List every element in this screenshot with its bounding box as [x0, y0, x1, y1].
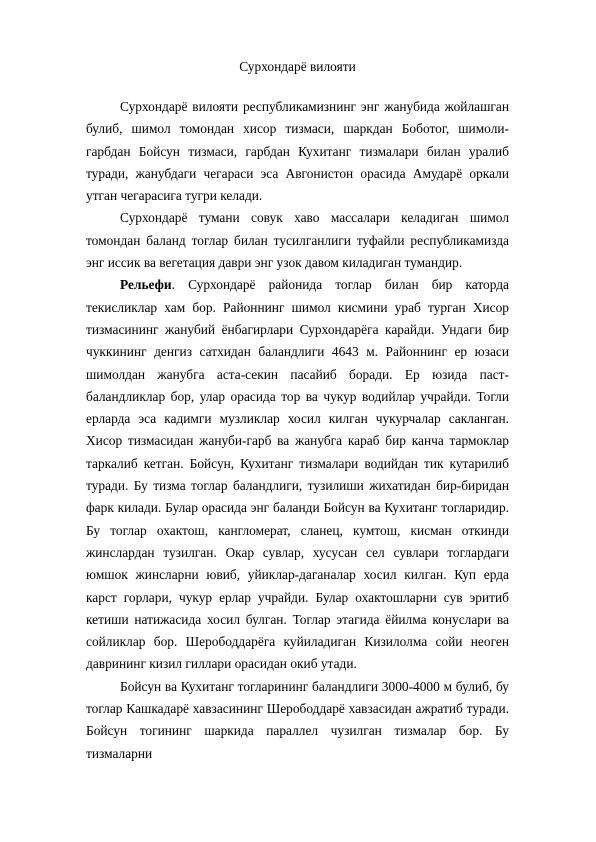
paragraph-text: Бойсун ва Кухитанг тогларининг баландлиги 3000-4000 м булиб, бу тоглар Кашкадарё хавзасининг Шерободдарё хавзасидан ажратиб туради. Бойсун тогининг шаркида параллел чузилган тизмалар бор. Бу тизмаларни [86, 678, 509, 761]
paragraph-mountains [86, 676, 509, 765]
section-heading-relief: Рельефи [120, 277, 172, 293]
paragraph-text: Сурхондарё тумани совук хаво массалари келадиган шимол томондан баланд тоглар билан тусилганлиги туфайли республикамизда энг иссик ва вегетация даври энг узок давом киладиган тумандир. [86, 210, 509, 271]
document-title: Сурхондарё вилояти [239, 59, 356, 74]
paragraph-climate [86, 207, 509, 274]
paragraph-location [86, 96, 509, 207]
paragraph-text: . Сурхондарё районида тоглар билан бир каторда текисликлар хам бор. Районнинг шимол кисмини ураб турган Хисор тизмасининг жанубий ёнбагирлари Сурхондарёга карайди. Ундаги бир чуккининг денгиз сатхидан баландлиги 4643 м. Районнинг ер юзаси шимолдан жанубга аста-секин пасайиб боради. Ер юзида паст-баландликлар бор, улар орасида тор ва чукур водийлар учрайди. Тогли ерларда эса кадимги музликлар хосил килган чукурчалар сакланган. Хисор тизмасидан жануби-гарб ва жанубга караб бир канча тармоклар таркалиб кетган. Бойсун, Кухитанг тизмалари водийдан тик кутарилиб туради. Бу тизма тоглар баландлиги, тузилиши жихатидан бир-биридан фарк килади. Булар орасида энг баланди Бойсун ва Кухитанг тогларидир. Бу тоглар охактош, кангломерат, сланец, кумтош, кисман откинди жинслардан тузилган. Окар сувлар, хусусан сел сувлари тоглардаги юмшок жинсларни ювиб, уйиклар-даганалар хосил килган. Куп ерда карст горлари, чукур ерлар учрайди. Булар охактошларни сув эритиб кетиши натижасида хосил булган. Тоглар этагида ёйилма конуслари ва сойликлар бор. Шерободдарёга куйиладиган Кизилолма сойи неоген даврининг кизил гиллари орасидан окиб утади. [86, 277, 509, 672]
paragraph-text: Сурхондарё вилояти республикамизнинг энг жанубида жойлашган булиб, шимол томондан хисор тизмаси, шаркдан Боботог, шимоли-гарбдан Бойсун тизмаси, гарбдан Кухитанг тизмалари билан уралиб туради, жанубдаги чегараси эса Авгонистон орасида Амударё оркали утган чегарасига тугри келади. [86, 99, 509, 204]
paragraph-relief [86, 274, 509, 675]
